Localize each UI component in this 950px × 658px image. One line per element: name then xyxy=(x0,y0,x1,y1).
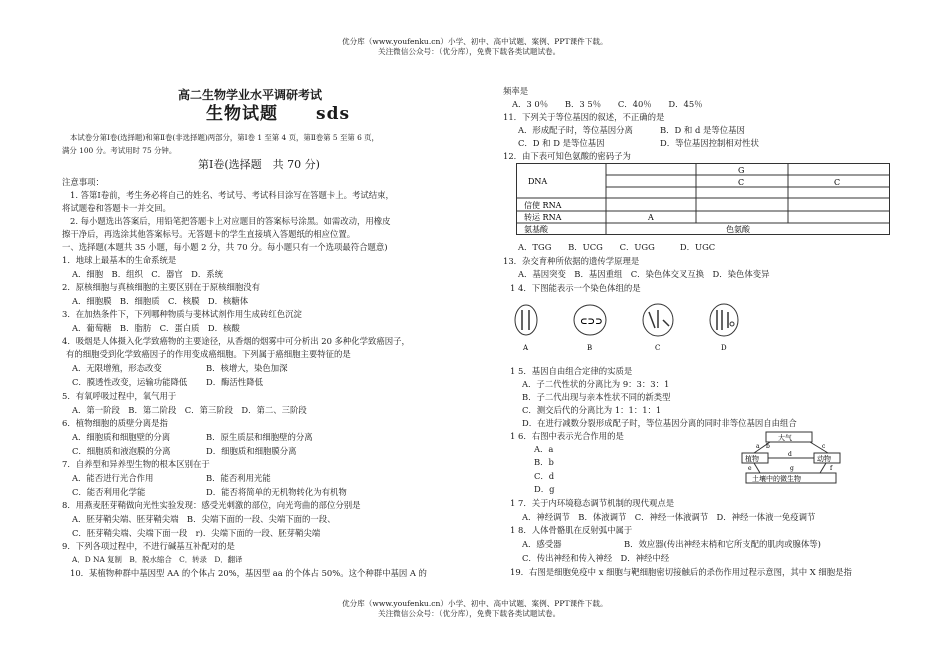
cell-c-label: C xyxy=(655,344,661,352)
q18-option-b: B．效应器(传出神经末梢和它所支配的肌肉或腺体等) xyxy=(624,539,821,549)
q7-option-d: D．能否将简单的无机物转化为有机物 xyxy=(206,487,347,497)
cell-b-label: B xyxy=(587,344,593,352)
q4-option-a: A．无限增殖，形态改变 xyxy=(72,363,162,373)
q17-options: A．神经调节 B．体液调节 C．神经一体液调节 D．神经一体液一免疫调节 xyxy=(522,512,816,522)
q15-stem: 1 5．基因自由组合定律的实质是 xyxy=(510,366,633,376)
q12-stem: 12．由下表可知色氨酸的密码子为 xyxy=(503,151,631,161)
q6-option-d: D．细胞质和细胞膜分离 xyxy=(206,446,297,456)
cell-c-figure xyxy=(643,304,673,352)
table-row-dna: DNA xyxy=(528,177,548,186)
section1-heading: 一、选择题(本题共 35 小题，每小题 2 分，共 70 分。每小题只有一个选项最符合题意) xyxy=(62,242,388,252)
table-row-mrna: 信使 RNA xyxy=(524,201,562,210)
q15-option-d: D．在进行减数分裂形成配子时，等位基因分离的同时非等位基因自由组合 xyxy=(522,418,797,428)
q4-option-b: B．核增大，染色加深 xyxy=(206,363,288,373)
intro-line-1: 本试卷分第Ⅰ卷(选择题)和第Ⅱ卷(非选择题)两部分，第Ⅰ卷 1 至第 4 页，第Ⅱ卷第 5 至第 6 页， xyxy=(70,133,379,142)
notice-1a: 1. 答第Ⅰ卷前，考生务必将自己的姓名、考试号、考试科目涂写在答题卡上。考试结束， xyxy=(70,190,394,200)
q15-option-c: C．测交后代的分离比为 1：1：1：1 xyxy=(522,405,662,415)
q11-option-d: D．等位基因控制相对性状 xyxy=(660,138,759,148)
notice-label: 注意事项： xyxy=(62,177,104,187)
intro-line-2: 满分 100 分。考试用时 75 分钟。 xyxy=(62,146,177,155)
q5-stem: 5．有氧呼吸过程中，氧气用于 xyxy=(62,391,177,401)
q4-stem-a: 4．吸烟是人体摄入化学致癌物的主要途径，从香烟的烟雾中可分析出 20 多种化学致癌因子， xyxy=(62,336,410,346)
diagram-microbe: 土壤中的微生物 xyxy=(752,475,801,483)
table-cell-g: G xyxy=(738,166,745,175)
footer-line-2: 关注微信公众号：（优分库），免费下载各类试题试卷。 xyxy=(378,609,561,618)
notice-2b: 擦干净后，再选涂其他答案标号。无答题卡的学生直接填入答题纸的相应位置。 xyxy=(62,229,356,239)
cell-d-figure xyxy=(710,304,738,352)
q7-option-b: B．能否利用光能 xyxy=(206,473,271,483)
diagram-e: e xyxy=(748,465,752,472)
q14-stem: 1 4．下图能表示一个染色体组的是 xyxy=(510,283,641,293)
q12-options: A．TGG B．UCG C．UGG D．UGC xyxy=(518,242,716,252)
q16-option-b: B．b xyxy=(534,457,554,467)
q10-stem: 10．某植物种群中基因型 AA 的个体占 20%，基因型 aa 的个体占 50%。这个种群中基因 A 的 xyxy=(70,568,427,578)
q6-stem: 6．植物细胞的质壁分离是指 xyxy=(62,418,168,428)
notice-2a: 2. 每小题选出答案后，用铅笔把答题卡上对应题目的答案标号涂黑。如需改动，用橡皮 xyxy=(70,216,391,226)
diagram-air: 大气 xyxy=(778,434,792,442)
q16-option-c: C．d xyxy=(534,471,555,481)
cell-a-label: A xyxy=(523,344,529,352)
cell-d-label: D xyxy=(721,344,727,352)
q16-option-d: D．g xyxy=(534,484,555,494)
carbon-cycle-diagram xyxy=(740,431,844,485)
chromosome-figures xyxy=(512,298,752,354)
q18-option-a: A．感受器 xyxy=(522,539,562,549)
q8-stem: 8．用燕麦胚芽鞘做向光性实验发现：感受光刺激的部位，向光弯曲的部位分别是 xyxy=(62,500,361,510)
subject-title: 生物试题 xyxy=(206,104,278,124)
q6-option-b: B．原生质层和细胞壁的分离 xyxy=(206,432,313,442)
q5-options: A．第一阶段 B．第二阶段 C．第三阶段 D．第二、三阶段 xyxy=(72,405,307,415)
svg-text:⊂⊃⊃: ⊂⊃⊃ xyxy=(580,317,603,327)
q18-option-cd: C．传出神经和传入神经 D．神经中经 xyxy=(522,553,670,563)
q19-stem: 19．右图是细胞免疫中 x 细胞与靶细胞密切接触后的杀伤作用过程示意图，其中 X 细胞是指 xyxy=(510,567,852,577)
q16-option-a: A．a xyxy=(534,444,554,454)
q2-options: A．细胞膜 B．细胞质 C．核膜 D．核糖体 xyxy=(72,296,249,306)
part1-heading: 第Ⅰ卷(选择题 共 70 分) xyxy=(198,158,320,171)
codon-table xyxy=(516,163,890,235)
q1-stem: 1．地球上最基本的生命系统是 xyxy=(62,255,177,265)
diagram-f: f xyxy=(830,465,833,472)
q15-option-a: A．子二代性状的分离比为 9：3：3：1 xyxy=(522,379,670,389)
diagram-a: a xyxy=(756,443,760,450)
notice-1b: 将试题卷和答题卡一并交回。 xyxy=(62,203,171,213)
exam-title: 高二生物学业水平调研考试 xyxy=(178,88,323,102)
q2-stem: 2．原核细胞与真核细胞的主要区别在于原核细胞没有 xyxy=(62,282,260,292)
q10-continued: 频率是 xyxy=(503,86,529,96)
table-cell-c2: C xyxy=(834,178,841,187)
q11-stem: 11．下列关于等位基因的叙述，不正确的是 xyxy=(503,112,665,122)
q7-stem: 7．自养型和异养型生物的根本区别在于 xyxy=(62,459,210,469)
q1-options: A．细胞 B．组织 C．器官 D．系统 xyxy=(72,269,223,279)
q11-option-c: C．D 和 D 是等位基因 xyxy=(518,138,605,148)
cell-a-figure xyxy=(515,305,537,352)
table-row-aa: 氨基酸 xyxy=(524,225,548,234)
diagram-g: g xyxy=(790,465,794,472)
table-row-trna: 转运 RNA xyxy=(524,213,562,222)
q4-stem-b: 有的细胞受到化学致癌因子的作用变成癌细胞。下列属于癌细胞主要特征的是 xyxy=(66,349,351,359)
q17-stem: 1 7．关于内环境稳态调节机制的现代观点是 xyxy=(510,498,675,508)
diagram-b: b xyxy=(766,443,770,450)
table-cell-amino: 色氨酸 xyxy=(726,225,750,234)
q4-option-c: C．膜透性改变，运输功能降低 xyxy=(72,377,188,387)
q11-option-b: B．D 和 d 是等位基因 xyxy=(660,125,745,135)
cell-b-figure xyxy=(574,305,606,352)
q11-option-a: A．形成配子时，等位基因分离 xyxy=(518,125,633,135)
q7-option-a: A．能否进行光合作用 xyxy=(72,473,154,483)
q6-option-c: C．细胞质和液泡膜的分离 xyxy=(72,446,171,456)
q3-stem: 3．在加热条件下，下列哪种物质与斐林试剂作用生成砖红色沉淀 xyxy=(62,309,302,319)
q10-options: A．3 0％ B．3 5％ C．40％ D．45％ xyxy=(512,99,703,109)
q9-options: A．D NA 复制 B．脱水缩合 C．转录 D．翻译 xyxy=(72,555,243,564)
table-cell-c1: C xyxy=(738,178,745,187)
diagram-d: d xyxy=(788,451,792,458)
q16-stem: 1 6．右图中表示光合作用的是 xyxy=(510,431,624,441)
q8-options-2: C．胚芽鞘尖端、尖端下面一段 r)．尖端下面的一段、胚芽鞘尖端 xyxy=(72,528,321,538)
q8-options-1: A．胚芽鞘尖端、胚芽鞘尖端 B．尖端下面的一段、尖端下面的一段、 xyxy=(72,514,336,524)
diagram-animal: 动物 xyxy=(817,455,831,463)
table-cell-a: A xyxy=(648,213,654,222)
q13-stem: 13．杂交育种所依据的遗传学原理是 xyxy=(503,256,640,266)
q13-options: A．基因突变 B．基因重组 C．染色体交叉互换 D．染色体变异 xyxy=(518,269,770,279)
q15-option-b: B．子二代出现与亲本性状不同的新类型 xyxy=(522,392,671,402)
diagram-c: c xyxy=(822,443,826,450)
q9-stem: 9．下列各项过程中，不进行碱基互补配对的是 xyxy=(62,541,235,551)
q3-options: A．葡萄糖 B．脂肪 C．蛋白质 D．核酸 xyxy=(72,323,240,333)
q6-option-a: A．细胞质和细胞壁的分离 xyxy=(72,432,171,442)
footer-line-1: 优分库（www.youfenku.cn）小学、初中、高中试题、案例、PPT课件下载。 xyxy=(342,599,608,608)
q7-option-c: C．能否利用化学能 xyxy=(72,487,146,497)
diagram-plant: 植物 xyxy=(745,455,759,463)
header-line-2: 关注微信公众号：（优分库），免费下载各类试题试卷。 xyxy=(378,47,561,56)
q4-option-d: D．酶活性降低 xyxy=(206,377,263,387)
header-line-1: 优分库（www.youfenku.cn）小学、初中、高中试题、案例、PPT课件下载。 xyxy=(342,37,608,46)
subject-extra: sds xyxy=(316,104,351,124)
q18-stem: 1 8．人体骨骼肌在反射弧中属于 xyxy=(510,525,633,535)
